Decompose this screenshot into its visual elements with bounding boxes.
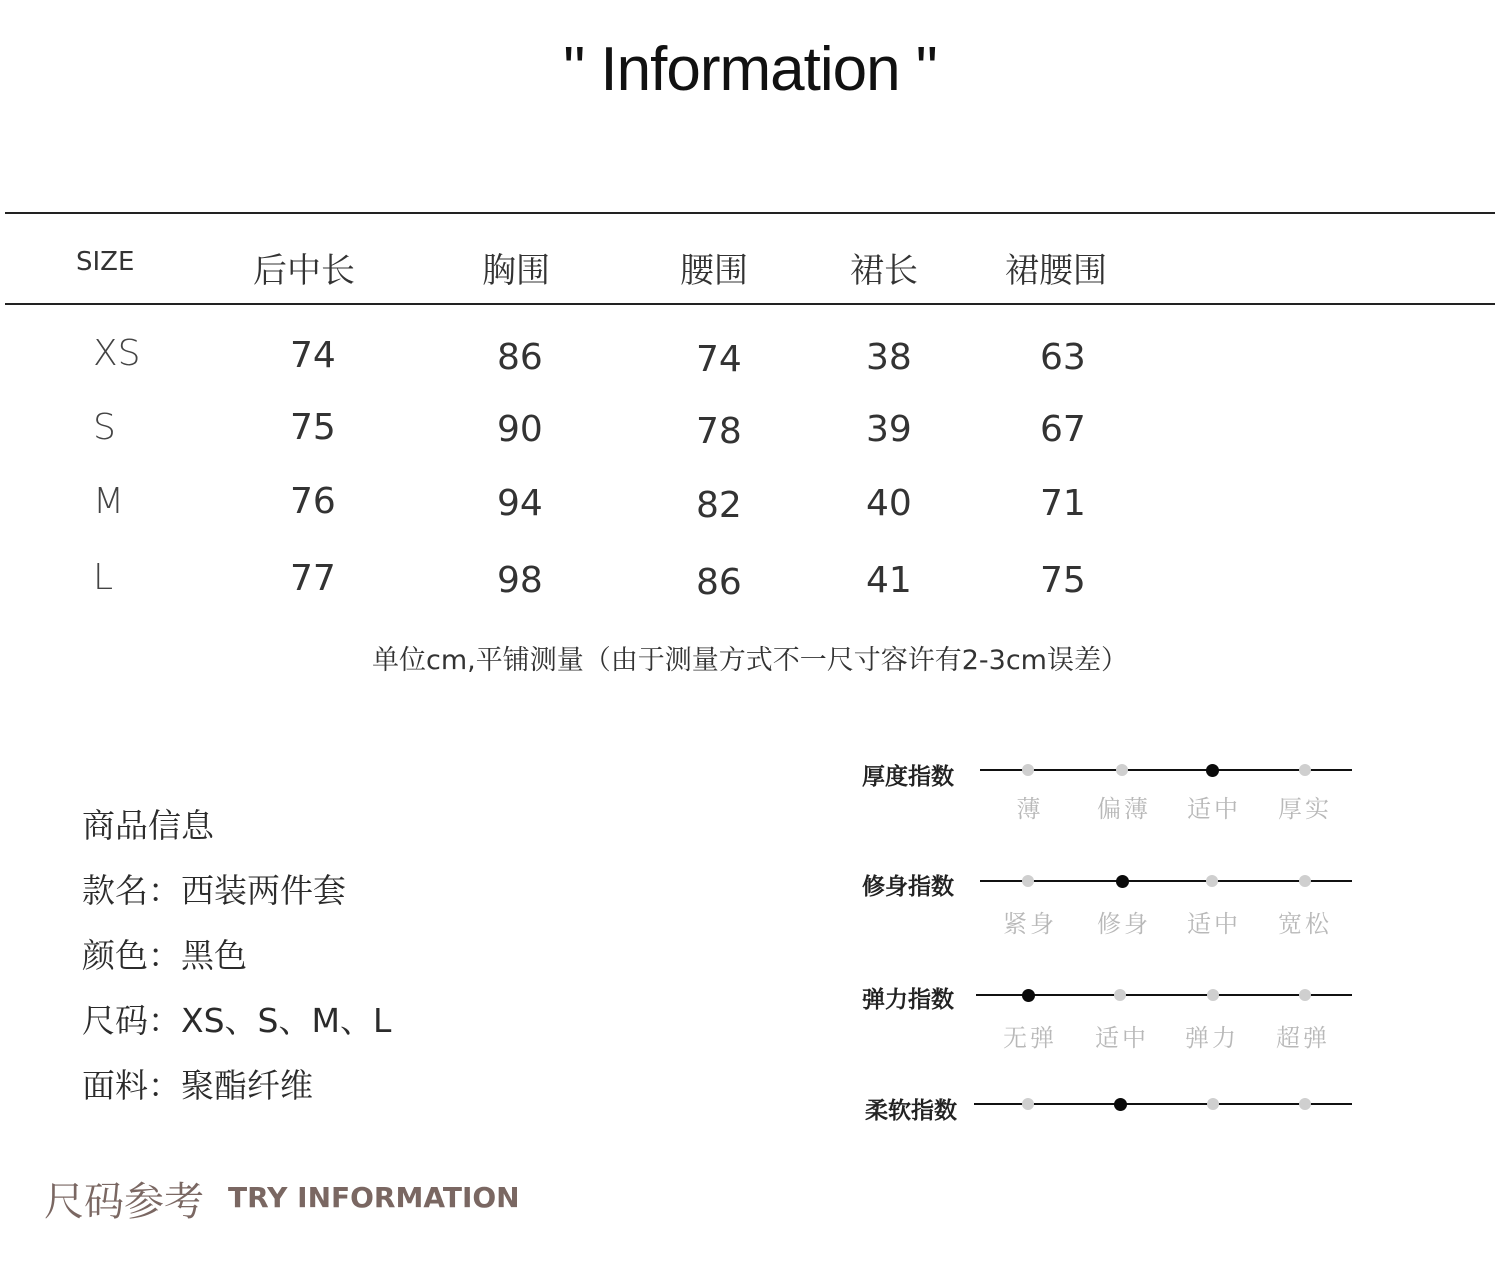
size-label: XS: [93, 333, 141, 374]
fit-option: 宽松: [1278, 910, 1332, 938]
size-reference-title: 尺码参考: [44, 1179, 204, 1225]
fit-dot: [1299, 875, 1311, 887]
fit-index-label: 修身指数: [862, 874, 954, 900]
header-chest: 胸围: [482, 251, 550, 291]
table-top-rule: [5, 212, 1495, 214]
value-chest: 98: [497, 560, 543, 601]
value-chest: 86: [497, 337, 543, 378]
header-size: SIZE: [76, 247, 135, 277]
value-skirt-length: 39: [866, 409, 912, 450]
header-skirt-waist: 裙腰围: [1005, 251, 1107, 291]
softness-dot: [1299, 1098, 1311, 1110]
value-skirt-waist: 67: [1040, 409, 1086, 450]
thickness-option: 偏薄: [1097, 795, 1151, 823]
value-skirt-waist: 71: [1040, 483, 1086, 524]
fit-option: 适中: [1187, 910, 1241, 938]
value-waist: 82: [696, 485, 742, 526]
size-label: S: [93, 407, 116, 448]
softness-dot-selected: [1114, 1098, 1127, 1111]
measurement-note: 单位cm,平铺测量（由于测量方式不一尺寸容许有2-3cm误差）: [372, 645, 1128, 676]
thickness-dot: [1299, 764, 1311, 776]
thickness-index-label: 厚度指数: [862, 764, 954, 790]
elasticity-option: 无弹: [1003, 1024, 1057, 1052]
header-back-length: 后中长: [253, 251, 355, 291]
value-waist: 78: [696, 411, 742, 452]
thickness-option: 适中: [1187, 795, 1241, 823]
value-chest: 94: [497, 483, 543, 524]
try-information-label: TRY INFORMATION: [228, 1181, 520, 1214]
fit-option: 紧身: [1003, 910, 1057, 938]
fit-scale-line: [980, 880, 1352, 882]
thickness-dot: [1022, 764, 1034, 776]
product-size-line: 尺码：XS、S、M、L: [82, 1001, 392, 1040]
elasticity-index-label: 弹力指数: [862, 987, 954, 1013]
elasticity-dot: [1299, 989, 1311, 1001]
value-skirt-length: 41: [866, 560, 912, 601]
product-info-heading: 商品信息: [82, 806, 214, 845]
header-skirt-length: 裙长: [850, 251, 918, 291]
value-skirt-length: 38: [866, 337, 912, 378]
value-waist: 74: [696, 339, 742, 380]
value-skirt-waist: 75: [1040, 560, 1086, 601]
product-color-line: 颜色：黑色: [82, 936, 247, 975]
value-chest: 90: [497, 409, 543, 450]
fit-dot: [1022, 875, 1034, 887]
value-waist: 86: [696, 562, 742, 603]
thickness-option: 厚实: [1278, 795, 1332, 823]
product-style-line: 款名：西装两件套: [82, 871, 346, 910]
thickness-scale-line: [980, 769, 1352, 771]
table-header-rule: [5, 303, 1495, 305]
elasticity-option: 适中: [1095, 1024, 1149, 1052]
elasticity-option: 弹力: [1185, 1024, 1239, 1052]
thickness-option: 薄: [1016, 795, 1044, 823]
value-back-length: 74: [290, 335, 336, 376]
fit-option: 修身: [1097, 910, 1151, 938]
value-back-length: 77: [290, 558, 336, 599]
thickness-dot: [1116, 764, 1128, 776]
elasticity-dot: [1114, 989, 1126, 1001]
value-skirt-waist: 63: [1040, 337, 1086, 378]
value-back-length: 76: [290, 481, 336, 522]
page-title: " Information ": [563, 35, 937, 104]
elasticity-dot: [1207, 989, 1219, 1001]
softness-dot: [1022, 1098, 1034, 1110]
header-waist: 腰围: [680, 251, 748, 291]
softness-index-label: 柔软指数: [865, 1098, 957, 1124]
fit-dot: [1206, 875, 1218, 887]
elasticity-dot-selected: [1022, 989, 1035, 1002]
elasticity-option: 超弹: [1276, 1024, 1330, 1052]
fit-dot-selected: [1116, 875, 1129, 888]
value-skirt-length: 40: [866, 483, 912, 524]
size-label: M: [93, 481, 125, 522]
value-back-length: 75: [290, 407, 336, 448]
size-label: L: [93, 557, 114, 598]
product-fabric-line: 面料：聚酯纤维: [82, 1066, 313, 1105]
thickness-dot-selected: [1206, 764, 1219, 777]
softness-dot: [1207, 1098, 1219, 1110]
